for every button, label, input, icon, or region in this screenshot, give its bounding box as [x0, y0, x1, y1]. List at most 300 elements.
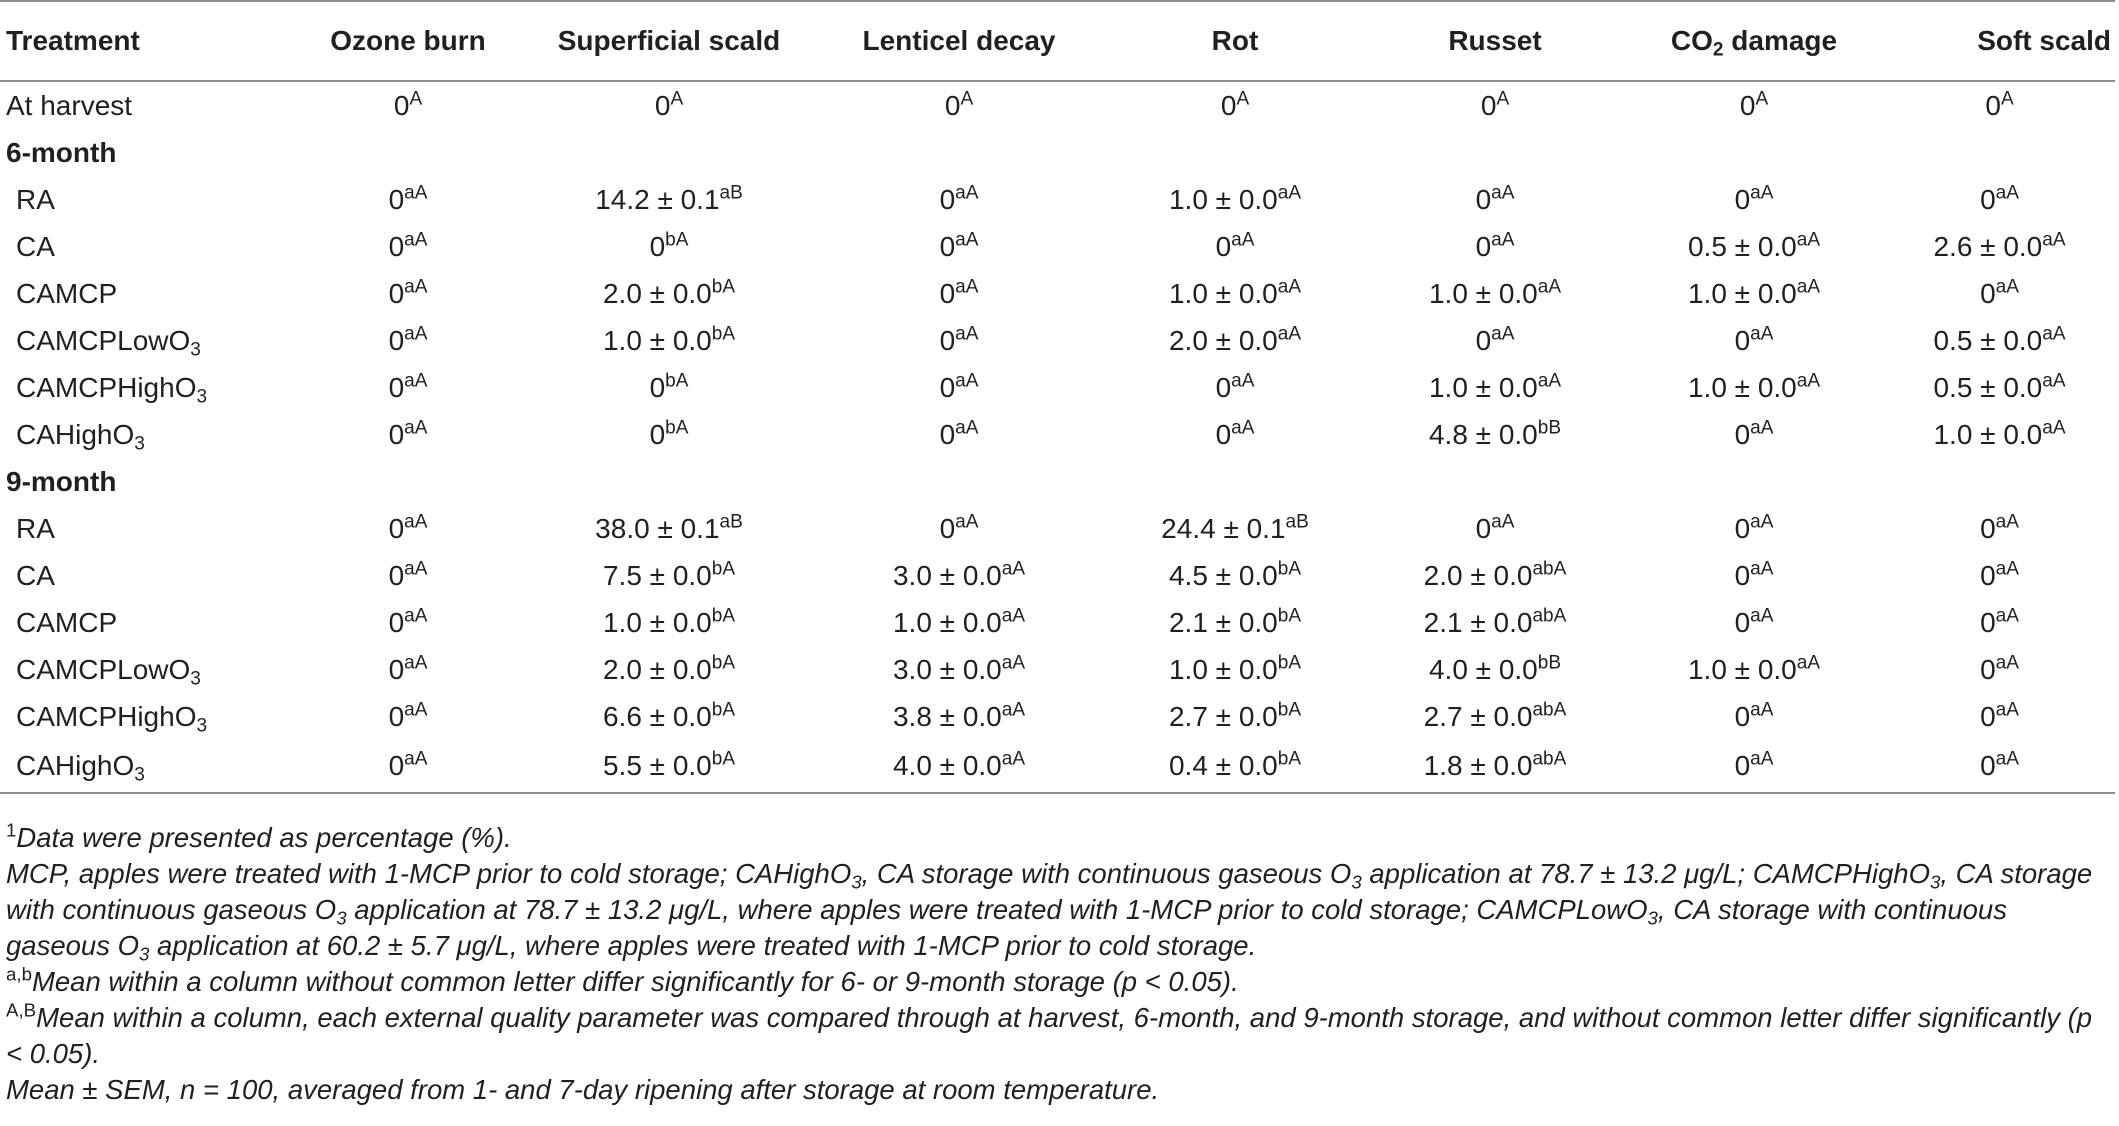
- cell-value: 0: [388, 277, 405, 309]
- table-cell: [292, 270, 524, 317]
- cell-value: 2.1 ± 0.0: [1168, 606, 1278, 638]
- cell-value: 0: [939, 418, 956, 450]
- cell-value: 0: [388, 512, 405, 544]
- cell-value: 0: [1980, 559, 1996, 591]
- table-cell: [1104, 740, 1366, 793]
- cell-value: 0: [1739, 89, 1756, 121]
- cell-letters: aA: [2042, 323, 2066, 345]
- table-cell: [292, 505, 524, 552]
- cell-letters: bA: [1277, 748, 1302, 770]
- cell-value: 0: [654, 89, 671, 121]
- table-cell: [1624, 364, 1884, 411]
- footnote-abbr-part: , CA storage with continuous gaseous O: [861, 858, 1352, 889]
- treatment-name: CAMCP: [16, 277, 118, 309]
- cell-letters: bA: [711, 558, 736, 580]
- table-cell: [1104, 505, 1366, 552]
- co2-label-sub: 2: [1712, 39, 1724, 61]
- table-cell: [1884, 176, 2115, 223]
- cell-letters: aA: [1277, 323, 1302, 345]
- table-cell: [814, 646, 1104, 693]
- table-cell: [1884, 411, 2115, 458]
- treatment-subscript: 3: [190, 339, 201, 361]
- treatment-name: CAMCPLowO: [16, 653, 191, 685]
- col-header-lenticel-decay: Lenticel decay: [814, 1, 1104, 81]
- table-cell: [1624, 223, 1884, 270]
- cell-letters: aA: [1750, 748, 1774, 770]
- cell-value: 2.7 ± 0.0: [1168, 700, 1278, 732]
- footnote-lowercase-letters: [6, 964, 2111, 1000]
- cell-letters: aA: [404, 748, 428, 770]
- row-label: [0, 364, 292, 411]
- cell-letters: aA: [1750, 605, 1774, 627]
- cell-letters: aA: [1537, 370, 1562, 392]
- cell-value: 3.8 ± 0.0: [892, 700, 1002, 732]
- cell-letters: aA: [1491, 229, 1515, 251]
- cell-value: 0: [649, 371, 666, 403]
- table-row: [0, 411, 2115, 458]
- cell-value: 0: [649, 418, 666, 450]
- footnote-abbr-part: application at 60.2 ± 5.7 μg/L, where apples were treated with 1-MCP prior to cold storage.: [149, 930, 1257, 961]
- footnote-abbr-part: application at 78.7 ± 13.2 μg/L, where apples were treated with 1-MCP prior to cold storage; CAMCPLowO: [346, 894, 1648, 925]
- table-cell: [1884, 223, 2115, 270]
- cell-value: 0: [1734, 559, 1751, 591]
- table-cell: [1104, 411, 1366, 458]
- treatment-name: CAHighO: [16, 418, 135, 450]
- cell-value: 1.0 ± 0.0: [1168, 653, 1278, 685]
- table-cell: [1366, 505, 1624, 552]
- treatment-subscript: 3: [196, 386, 208, 408]
- cell-letters: bA: [665, 229, 689, 251]
- cell-letters: abA: [1532, 748, 1567, 770]
- cell-letters: aA: [1231, 370, 1255, 392]
- table-cell: [292, 81, 524, 129]
- cell-value: 0: [1734, 700, 1751, 732]
- cell-value: 0: [388, 418, 405, 450]
- section-title: 9-month: [6, 465, 117, 497]
- table-cell: [1884, 505, 2115, 552]
- table-cell: [1366, 599, 1624, 646]
- row-label: [0, 552, 292, 599]
- treatment-name: CAHighO: [16, 750, 135, 781]
- cell-letters: aA: [2042, 370, 2066, 392]
- table-body: [0, 81, 2115, 793]
- table-cell: [292, 740, 524, 793]
- cell-letters: aA: [404, 558, 428, 580]
- cell-letters: aA: [404, 417, 428, 439]
- table-row: [0, 223, 2115, 270]
- col-header-superficial-scald: Superficial scald: [524, 1, 814, 81]
- table-cell: [292, 176, 524, 223]
- cell-value: 0: [388, 559, 405, 591]
- treatment-subscript: 3: [134, 433, 145, 455]
- cell-letters: bA: [1277, 652, 1302, 674]
- footnote-mean-sem: [6, 1072, 2111, 1108]
- cell-letters: bA: [711, 699, 736, 721]
- cell-value: 1.0 ± 0.0: [1687, 371, 1797, 403]
- footnote-abbreviations: [6, 856, 2111, 964]
- table-cell: [1884, 552, 2115, 599]
- col-header-russet: Russet: [1366, 1, 1624, 81]
- cell-value: 1.0 ± 0.0: [602, 324, 712, 356]
- cell-letters: bA: [1277, 558, 1302, 580]
- cell-letters: aA: [404, 182, 428, 204]
- cell-letters: aA: [1750, 699, 1774, 721]
- table-cell: [1624, 646, 1884, 693]
- table-cell: [292, 364, 524, 411]
- cell-letters: aA: [1796, 652, 1821, 674]
- cell-value: 4.5 ± 0.0: [1168, 559, 1278, 591]
- cell-letters: aA: [1750, 511, 1774, 533]
- cell-value: 3.0 ± 0.0: [892, 653, 1002, 685]
- table-cell: [814, 364, 1104, 411]
- cell-value: 0: [1985, 89, 2001, 121]
- table-cell: [1624, 505, 1884, 552]
- treatment-name: CA: [16, 230, 55, 262]
- footnote-abbr-sub: 3: [851, 871, 862, 893]
- table-row: [0, 693, 2115, 740]
- table-cell: [814, 411, 1104, 458]
- cell-letters: aA: [1491, 511, 1515, 533]
- cell-letters: aA: [1001, 699, 1026, 721]
- cell-letters: A: [2000, 88, 2014, 110]
- table-cell: [1366, 740, 1624, 793]
- table-cell: [1366, 317, 1624, 364]
- cell-value: 0: [1215, 371, 1232, 403]
- cell-letters: aA: [955, 276, 979, 298]
- footnotes: [6, 820, 2111, 1108]
- cell-value: 0: [1475, 183, 1492, 215]
- cell-letters: aA: [404, 323, 428, 345]
- table-row: [0, 505, 2115, 552]
- cell-letters: aA: [1231, 417, 1255, 439]
- cell-value: 0: [1734, 606, 1751, 638]
- cell-value: 0.4 ± 0.0: [1168, 750, 1278, 781]
- cell-letters: A: [1755, 88, 1769, 110]
- cell-value: 0: [1980, 183, 1996, 215]
- cell-value: 5.5 ± 0.0: [602, 750, 712, 781]
- cell-letters: aB: [719, 182, 743, 204]
- treatment-subscript: 3: [134, 764, 145, 786]
- cell-letters: aB: [719, 511, 743, 533]
- cell-value: 0: [1480, 89, 1497, 121]
- cell-letters: aA: [1277, 276, 1302, 298]
- cell-value: 0: [1215, 230, 1232, 262]
- footnote-AB-text: Mean within a column, each external quality parameter was compared through at harvest, 6-month, and 9-month storage, and without common letter differ significantly (p < 0.05).: [6, 1002, 2093, 1069]
- cell-value: 1.0 ± 0.0: [602, 606, 712, 638]
- treatment-subscript: 3: [196, 715, 208, 737]
- cell-letters: aA: [1750, 417, 1774, 439]
- cell-letters: aA: [1995, 558, 2019, 580]
- treatment-name: CAMCPLowO: [16, 324, 191, 356]
- treatment-name: RA: [16, 512, 55, 544]
- col-header-co2-damage: [1624, 1, 1884, 81]
- table-cell: [1884, 599, 2115, 646]
- table-cell: [1624, 176, 1884, 223]
- cell-value: 0: [1475, 324, 1492, 356]
- cell-letters: bB: [1537, 417, 1562, 439]
- cell-value: 2.1 ± 0.0: [1423, 606, 1533, 638]
- cell-letters: aA: [1001, 748, 1026, 770]
- table-cell: [1624, 740, 1884, 793]
- table-cell: [1366, 552, 1624, 599]
- footnote-abbr-sub: 3: [1929, 871, 1941, 893]
- table-cell: [814, 693, 1104, 740]
- cell-letters: bA: [711, 605, 736, 627]
- row-label: At harvest: [6, 89, 133, 121]
- cell-value: 1.0 ± 0.0: [1428, 277, 1538, 309]
- footnote-1: [6, 820, 2111, 856]
- table-row: [0, 740, 2115, 793]
- cell-letters: bA: [1277, 699, 1302, 721]
- cell-value: 2.6 ± 0.0: [1933, 230, 2043, 262]
- cell-value: 0: [939, 371, 956, 403]
- col-header-soft-scald: Soft scald: [1884, 1, 2115, 81]
- cell-value: 0: [1734, 512, 1751, 544]
- row-label: [0, 176, 292, 223]
- cell-letters: aA: [1001, 605, 1026, 627]
- cell-value: 0: [1980, 653, 1996, 685]
- cell-value: 0: [649, 230, 666, 262]
- table-cell: [292, 646, 524, 693]
- table-cell: [524, 740, 814, 793]
- cell-letters: aA: [1796, 276, 1821, 298]
- table-cell: [1884, 317, 2115, 364]
- cell-value: 0: [939, 277, 956, 309]
- table-cell: [1366, 646, 1624, 693]
- table-cell: [814, 317, 1104, 364]
- cell-letters: aA: [1750, 323, 1774, 345]
- row-label: [0, 740, 292, 793]
- table-cell: [1884, 693, 2115, 740]
- table-cell: [524, 599, 814, 646]
- cell-letters: bB: [1537, 652, 1562, 674]
- table-cell: [292, 599, 524, 646]
- table-cell: [1366, 364, 1624, 411]
- cell-letters: aA: [1277, 182, 1302, 204]
- cell-letters: A: [1496, 88, 1510, 110]
- table-row-at-harvest: [0, 81, 2115, 129]
- row-label: [0, 223, 292, 270]
- treatment-name: CAMCP: [16, 606, 118, 638]
- cell-letters: aA: [1995, 605, 2019, 627]
- footnote-abbr-part: , CA storage with continuous gaseous O: [6, 858, 2093, 925]
- cell-letters: bA: [711, 748, 736, 770]
- table-cell: [814, 505, 1104, 552]
- cell-value: 0: [388, 371, 405, 403]
- cell-letters: aA: [1750, 558, 1774, 580]
- cell-value: 0: [388, 324, 405, 356]
- cell-value: 0: [1734, 324, 1751, 356]
- table-cell: [292, 223, 524, 270]
- cell-value: 14.2 ± 0.1: [595, 183, 720, 215]
- table-cell: [814, 599, 1104, 646]
- cell-value: 0: [1980, 700, 1996, 732]
- cell-value: 0: [1475, 230, 1492, 262]
- section-title: 6-month: [6, 136, 117, 168]
- table-cell: [1366, 81, 1624, 129]
- footnote-abbr-part: , CA storage with continuous gaseous O: [6, 894, 2007, 961]
- table-cell: [1104, 317, 1366, 364]
- treatment-name: RA: [16, 183, 55, 215]
- cell-value: 1.0 ± 0.0: [892, 606, 1002, 638]
- table-cell: [1884, 740, 2115, 793]
- cell-value: 0: [1220, 89, 1237, 121]
- cell-letters: bA: [665, 417, 689, 439]
- cell-value: 0.5 ± 0.0: [1933, 371, 2043, 403]
- cell-letters: aA: [955, 370, 979, 392]
- col-header-rot: Rot: [1104, 1, 1366, 81]
- footnote-abbr-sub: 3: [1647, 907, 1658, 929]
- header-row: [0, 1, 2115, 81]
- table-cell: [1884, 364, 2115, 411]
- table-cell: [524, 646, 814, 693]
- cell-value: 0: [939, 324, 956, 356]
- cell-value: 0: [393, 89, 410, 121]
- table-cell: [1624, 552, 1884, 599]
- cell-letters: aA: [1231, 229, 1255, 251]
- table-cell: [1366, 176, 1624, 223]
- table-row: [0, 646, 2115, 693]
- table-row: [0, 364, 2115, 411]
- cell-value: 0: [1734, 183, 1751, 215]
- cell-letters: aA: [404, 276, 428, 298]
- cell-value: 4.8 ± 0.0: [1428, 418, 1538, 450]
- cell-value: 24.4 ± 0.1: [1161, 512, 1286, 544]
- cell-letters: bA: [1277, 605, 1302, 627]
- cell-value: 0: [388, 183, 405, 215]
- footnote-ab-text: Mean within a column without common letter differ significantly for 6- or 9-month storage (p < 0.05).: [31, 966, 1239, 997]
- treatment-subscript: 3: [190, 668, 201, 690]
- row-label: [0, 646, 292, 693]
- table-cell: [524, 270, 814, 317]
- cell-letters: aA: [404, 370, 428, 392]
- cell-value: 1.0 ± 0.0: [1933, 418, 2043, 450]
- cell-value: 0: [944, 89, 961, 121]
- table-cell: [524, 364, 814, 411]
- footnote-abbr-sub: 3: [1351, 871, 1362, 893]
- footnote-1-mark: 1: [6, 819, 17, 841]
- table-cell: [814, 740, 1104, 793]
- footnote-AB-mark: A,B: [6, 999, 37, 1021]
- cell-value: 2.0 ± 0.0: [1168, 324, 1278, 356]
- cell-letters: A: [409, 88, 423, 110]
- cell-letters: aA: [955, 417, 979, 439]
- cell-value: 1.0 ± 0.0: [1428, 371, 1538, 403]
- cell-value: 1.0 ± 0.0: [1687, 277, 1797, 309]
- table-cell: [814, 81, 1104, 129]
- cell-letters: A: [960, 88, 974, 110]
- table-cell: [524, 693, 814, 740]
- cell-value: 0: [1734, 418, 1751, 450]
- cell-letters: aA: [955, 182, 979, 204]
- cell-letters: bA: [711, 276, 736, 298]
- table-cell: [524, 552, 814, 599]
- table-cell: [1104, 599, 1366, 646]
- cell-letters: aA: [404, 605, 428, 627]
- table-cell: [524, 81, 814, 129]
- section-row: [0, 458, 2115, 505]
- table-row: [0, 317, 2115, 364]
- cell-letters: aA: [1001, 652, 1026, 674]
- cell-letters: aA: [1491, 323, 1515, 345]
- footnote-abbr-part: application at 78.7 ± 13.2 μg/L; CAMCPHighO: [1361, 858, 1930, 889]
- table-cell: [292, 552, 524, 599]
- cell-letters: aA: [1796, 370, 1821, 392]
- cell-value: 2.0 ± 0.0: [1423, 559, 1533, 591]
- cell-value: 2.0 ± 0.0: [602, 277, 712, 309]
- table-cell: [1104, 693, 1366, 740]
- cell-value: 0: [388, 700, 405, 732]
- cell-value: 0: [939, 183, 956, 215]
- footnote-abbr-sub: 3: [139, 943, 150, 965]
- cell-value: 2.0 ± 0.0: [602, 653, 712, 685]
- table-cell: [292, 411, 524, 458]
- row-label: [0, 411, 292, 458]
- cell-value: 6.6 ± 0.0: [602, 700, 712, 732]
- cell-letters: aA: [404, 699, 428, 721]
- table-cell: [814, 223, 1104, 270]
- table-cell: [1366, 223, 1624, 270]
- cell-letters: abA: [1532, 558, 1567, 580]
- col-header-treatment: Treatment: [0, 1, 292, 81]
- cell-value: 0.5 ± 0.0: [1933, 324, 2043, 356]
- cell-value: 1.0 ± 0.0: [1687, 653, 1797, 685]
- table-cell: [292, 317, 524, 364]
- cell-value: 0: [939, 512, 956, 544]
- cell-letters: aA: [1995, 511, 2019, 533]
- table-cell: [524, 176, 814, 223]
- footnote-abbr-part: MCP, apples were treated with 1-MCP prior to cold storage; CAHighO: [6, 858, 852, 889]
- cell-letters: aA: [2042, 417, 2066, 439]
- row-label: [0, 599, 292, 646]
- table-cell: [1104, 81, 1366, 129]
- cell-letters: aA: [1995, 652, 2019, 674]
- table-cell: [1104, 364, 1366, 411]
- cell-letters: abA: [1532, 699, 1567, 721]
- table-cell: [1624, 81, 1884, 129]
- cell-letters: aA: [955, 511, 979, 533]
- cell-letters: aA: [2042, 229, 2066, 251]
- cell-value: 4.0 ± 0.0: [892, 750, 1002, 781]
- cell-letters: aA: [404, 652, 428, 674]
- cell-value: 1.8 ± 0.0: [1423, 750, 1533, 781]
- cell-letters: aA: [1995, 276, 2019, 298]
- cell-value: 0: [939, 230, 956, 262]
- cell-value: 0: [388, 653, 405, 685]
- treatment-name: CAMCPHighO: [16, 371, 197, 403]
- table-row: [0, 552, 2115, 599]
- cell-letters: abA: [1532, 605, 1567, 627]
- cell-letters: aA: [1001, 558, 1026, 580]
- cell-letters: aA: [404, 511, 428, 533]
- cell-letters: aA: [1491, 182, 1515, 204]
- cell-value: 0: [1215, 418, 1232, 450]
- cell-letters: aA: [1796, 229, 1821, 251]
- cell-value: 0: [1980, 512, 1996, 544]
- row-label: [0, 505, 292, 552]
- cell-value: 1.0 ± 0.0: [1168, 183, 1278, 215]
- table-row: [0, 270, 2115, 317]
- footnote-uppercase-letters: [6, 1000, 2111, 1072]
- cell-value: 0: [388, 750, 405, 781]
- table-cell: [1624, 599, 1884, 646]
- co2-label-co: CO: [1670, 25, 1713, 56]
- footnote-abbr-sub: 3: [336, 907, 347, 929]
- co2-label-damage: damage: [1723, 25, 1838, 56]
- cell-letters: aA: [1537, 276, 1562, 298]
- table-cell: [524, 411, 814, 458]
- cell-letters: aA: [404, 229, 428, 251]
